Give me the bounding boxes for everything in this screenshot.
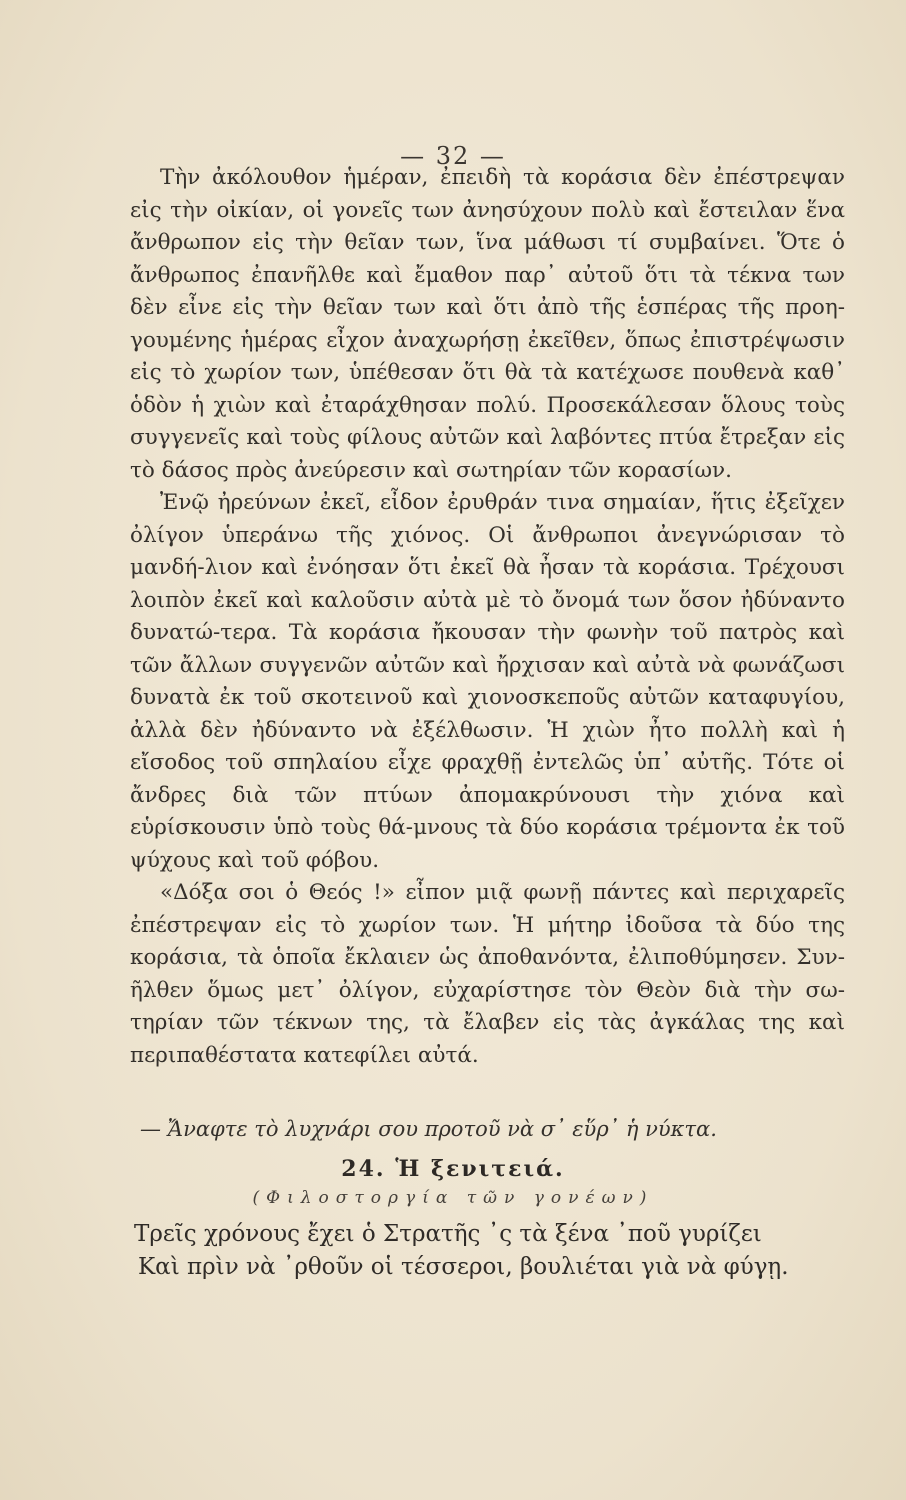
section-subtitle: (Φιλοστοργία τῶν γονέων): [252, 1188, 654, 1208]
poem: [134, 1218, 854, 1284]
section-title: 24. Ἡ ξενιτειά.: [341, 1156, 565, 1182]
proverb: — Ἄναφτε τὸ λυχνάρι σου προτοῦ νὰ σ᾽ εὕρ᾽ ἡ νύκτα.: [140, 1117, 717, 1141]
page-number: — 32 —: [400, 142, 506, 170]
paragraph: Τὴν ἀκόλουθον ἡμέραν, ἐπειδὴ τὰ κοράσια δὲν ἐπέστρεψαν εἰς τὴν οἰκίαν, οἱ γονεῖς των ἀνησύχουν πολὺ καὶ ἔστειλαν ἕνα ἄνθρωπον εἰς τὴν θεῖαν των, ἵνα μάθωσι τί συμβαίνει. Ὅτε ὁ ἄνθρωπος ἐπανῆλθε καὶ ἔμαθον παρ᾽ αὐτοῦ ὅτι τὰ τέκνα των δὲν εἶνε εἰς τὴν θεῖαν των καὶ ὅτι ἀπὸ τῆς ἑσπέρας τῆς προη-γουμένης ἡμέρας εἶχον ἀναχωρήσῃ ἐκεῖθεν, ὅπως ἐπιστρέψωσιν εἰς τὸ χωρίον των, ὑπέθεσαν ὅτι θὰ τὰ κατέχωσε πουθενὰ καθ᾽ ὁδὸν ἡ χιὼν καὶ ἐταράχθησαν πολύ. Προσεκάλεσαν ὅλους τοὺς συγγενεῖς καὶ τοὺς φίλους αὐτῶν καὶ λαβόντες πτύα ἔτρεξαν εἰς τὸ δάσος πρὸς ἀνεύρεσιν καὶ σωτηρίαν τῶν κορασίων.: [130, 165, 845, 483]
poem-line: Τρεῖς χρόνους ἔχει ὁ Στρατῆς ᾽ς τὰ ξένα ᾽ποῦ γυρίζει: [134, 1221, 762, 1247]
paragraph: «Δόξα σοι ὁ Θεός !» εἶπον μιᾷ φωνῇ πάντες καὶ περιχαρεῖς ἐπέστρεψαν εἰς τὸ χωρίον των. Ἡ μήτηρ ἰδοῦσα τὰ δύο της κοράσια, τὰ ὁποῖα ἔκλαιεν ὡς ἀποθανόντα, ἐλιποθύμησεν. Συν-ῆλθεν ὅμως μετ᾽ ὀλίγον, εὐχαρίστησε τὸν Θεὸν διὰ τὴν σω-τηρίαν τῶν τέκνων της, τὰ ἔλαβεν εἰς τὰς ἀγκάλας της καὶ περιπαθέστατα κατεφίλει αὐτά.: [130, 880, 845, 1068]
story-text: [130, 162, 845, 1072]
paragraph: Ἐνῷ ἠρεύνων ἐκεῖ, εἶδον ἐρυθράν τινα σημαίαν, ἥτις ἐξεῖχεν ὀλίγον ὑπεράνω τῆς χιόνος. Οἱ ἄνθρωποι ἀνεγνώρισαν τὸ μανδή-λιον καὶ ἐνόησαν ὅτι ἐκεῖ θὰ ἦσαν τὰ κοράσια. Τρέχουσι λοιπὸν ἐκεῖ καὶ καλοῦσιν αὐτὰ μὲ τὸ ὄνομά των ὅσον ἠδύναντο δυνατώ-τερα. Τὰ κοράσια ἤκουσαν τὴν φωνὴν τοῦ πατρὸς καὶ τῶν ἄλλων συγγενῶν αὐτῶν καὶ ἤρχισαν καὶ αὐτὰ νὰ φωνάζωσι δυνατὰ ἐκ τοῦ σκοτεινοῦ καὶ χιονοσκεποῦς αὐτῶν καταφυγίου, ἀλλὰ δὲν ἠδύναντο νὰ ἐξέλθωσιν. Ἡ χιὼν ἦτο πολλὴ καὶ ἡ εἴσοδος τοῦ σπηλαίου εἶχε φραχθῇ ἐντελῶς ὑπ᾽ αὐτῆς. Τότε οἱ ἄνδρες διὰ τῶν πτύων ἀπομακρύνουσι τὴν χιόνα καὶ εὑρίσκουσιν ὑπὸ τοὺς θά-μνους τὰ δύο κοράσια τρέμοντα ἐκ τοῦ ψύχους καὶ τοῦ φόβου.: [130, 490, 845, 873]
poem-line: Καὶ πρὶν νὰ ᾽ρθοῦν οἱ τέσσεροι, βουλιέται γιὰ νὰ φύγῃ.: [138, 1254, 789, 1280]
